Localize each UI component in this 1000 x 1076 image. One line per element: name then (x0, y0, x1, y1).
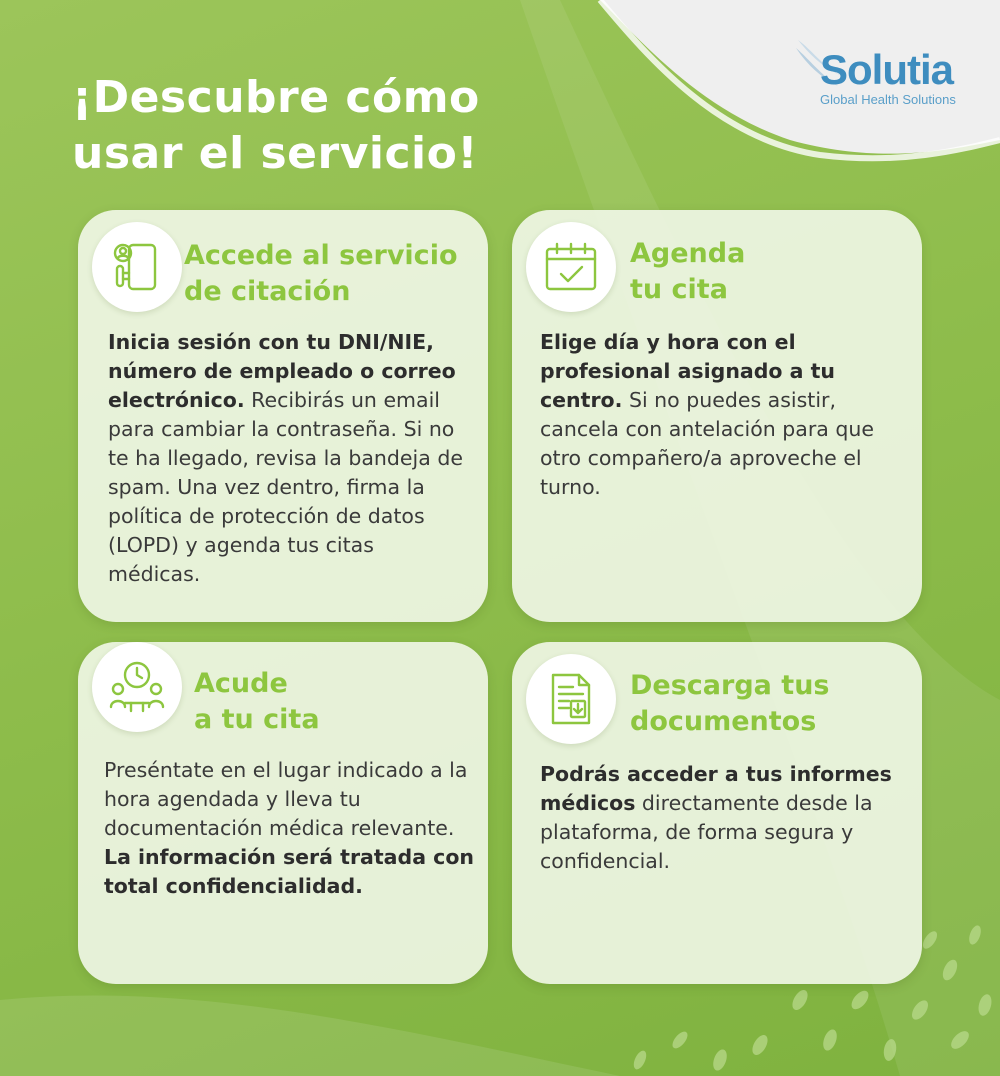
card-access-service (78, 210, 488, 622)
card-title-line-1: Agenda (630, 238, 746, 269)
page-headline (72, 70, 480, 182)
card-body (540, 760, 900, 876)
headline-line-2: usar el servicio! (72, 128, 478, 179)
card-body (108, 328, 470, 589)
card-download-documents (512, 642, 922, 984)
card-title-line-2: de citación (184, 276, 351, 307)
card-attend-appointment (78, 642, 488, 984)
document-download-icon (543, 671, 599, 727)
card-icon-badge (92, 222, 182, 312)
card-body-text: Si no puedes asistir, cancela con antelación para que otro compañero/a aproveche el turno. (540, 388, 874, 499)
card-body-bold: Podrás acceder a tus informes médicos (540, 762, 892, 815)
solutia-logo (792, 36, 972, 116)
clock-people-icon (109, 659, 165, 715)
card-title-line-1: Descarga tus (630, 670, 830, 701)
card-icon-badge (92, 642, 182, 732)
phone-login-icon (109, 239, 165, 295)
card-title-line-2: documentos (630, 706, 817, 737)
calendar-check-icon (543, 239, 599, 295)
card-body-bold: Inicia sesión con tu DNI/NIE, número de empleado o correo electrónico. (108, 330, 456, 412)
card-body-bold: La información será tratada con total confidencialidad. (104, 845, 474, 898)
card-title (194, 666, 320, 738)
card-icon-badge (526, 222, 616, 312)
logo-tagline: Global Health Solutions (820, 92, 956, 107)
card-body (104, 756, 474, 901)
card-body-text: directamente desde la plataforma, de forma segura y confidencial. (540, 791, 873, 873)
card-title-line-1: Accede al servicio (184, 240, 458, 271)
card-body-text: Preséntate en el lugar indicado a la hora agendada y lleva tu documentación médica relevante. (104, 758, 468, 840)
card-body-text: Recibirás un email para cambiar la contraseña. Si no te ha llegado, revisa la bandeja de spam. Una vez dentro, firma la política de protección de datos (LOPD) y agenda tus citas médicas. (108, 388, 463, 586)
card-title-line-1: Acude (194, 668, 288, 699)
card-title (630, 668, 829, 740)
card-title-line-2: tu cita (630, 274, 728, 305)
card-body (540, 328, 906, 502)
card-body-bold: Elige día y hora con el profesional asignado a tu centro. (540, 330, 836, 412)
card-icon-badge (526, 654, 616, 744)
card-title (184, 238, 458, 310)
headline-line-1: ¡Descubre cómo (72, 72, 480, 123)
card-title-line-2: a tu cita (194, 704, 320, 735)
logo-wordmark: Solutia (820, 46, 954, 93)
card-schedule-appointment (512, 210, 922, 622)
card-title (630, 236, 745, 308)
